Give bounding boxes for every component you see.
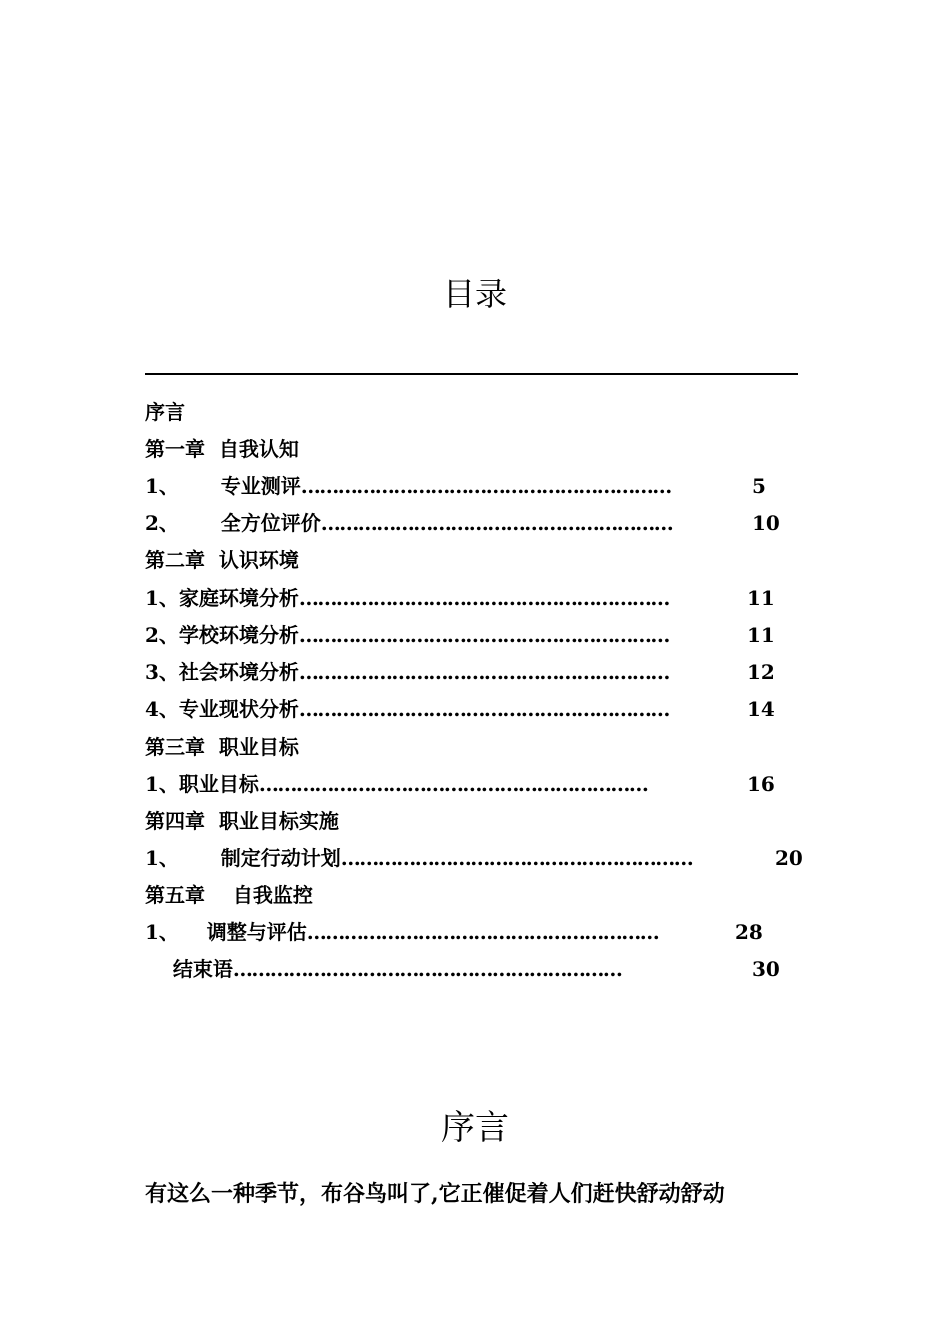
toc-entry-text: 2、学校环境分析 <box>145 623 299 647</box>
toc-page-number: 20 <box>775 846 803 870</box>
toc-leader: …………………………………………………… <box>298 586 669 610</box>
toc-entry-2-2[interactable] <box>145 620 775 650</box>
toc-entry-chapter-2[interactable] <box>145 545 299 575</box>
toc-leader: ………………………………………………… <box>320 511 673 535</box>
toc-leader: ……………………………………………………… <box>232 957 622 981</box>
toc-entry-conclusion[interactable] <box>145 954 780 984</box>
toc-entry-text: 第四章 职业目标实施 <box>145 809 339 833</box>
toc-page-number: 16 <box>747 772 775 796</box>
toc-page-number: 14 <box>747 697 775 721</box>
toc-page-number: 11 <box>747 586 775 610</box>
toc-entry-chapter-3[interactable] <box>145 732 299 762</box>
toc-entry-text: 2、 全方位评价 <box>145 511 321 535</box>
toc-page-number: 30 <box>752 957 780 981</box>
toc-leader: ………………………………………………… <box>340 846 693 870</box>
toc-entry-chapter-1[interactable] <box>145 434 299 464</box>
toc-entry-text: 序言 <box>145 400 185 424</box>
toc-page-number: 12 <box>747 660 775 684</box>
toc-entry-chapter-4[interactable] <box>145 806 339 836</box>
toc-entry-text: 结束语 <box>145 957 233 981</box>
toc-entry-5-1[interactable] <box>145 917 763 947</box>
toc-leader: ……………………………………………………… <box>258 772 648 796</box>
toc-entry-text: 1、家庭环境分析 <box>145 586 299 610</box>
toc-page-number: 11 <box>747 623 775 647</box>
preface-paragraph: 有这么一种季节，布谷鸟叫了,它正催促着人们赶快舒动舒动 <box>145 1181 725 1207</box>
toc-title: 目录 <box>442 275 507 313</box>
toc-entry-text: 4、专业现状分析 <box>145 697 299 721</box>
toc-page-number: 28 <box>735 920 763 944</box>
toc-entry-text: 1、 专业测评 <box>145 474 301 498</box>
toc-leader: ………………………………………………… <box>306 920 659 944</box>
toc-entry-text: 3、社会环境分析 <box>145 660 299 684</box>
toc-entry-text: 1、职业目标 <box>145 772 259 796</box>
toc-entry-text: 1、 调整与评估 <box>145 920 307 944</box>
toc-entry-1-1[interactable] <box>145 471 766 501</box>
toc-entry-text: 第五章 自我监控 <box>145 883 313 907</box>
toc-entry-3-1[interactable] <box>145 769 775 799</box>
toc-entry-text: 第三章 职业目标 <box>145 735 299 759</box>
toc-page-number: 10 <box>752 511 780 535</box>
toc-page-number: 5 <box>752 474 766 498</box>
toc-entry-2-3[interactable] <box>145 657 775 687</box>
toc-entry-preface[interactable] <box>145 397 185 427</box>
toc-leader: …………………………………………………… <box>300 474 671 498</box>
toc-entry-2-1[interactable] <box>145 583 775 613</box>
toc-entry-2-4[interactable] <box>145 694 775 724</box>
toc-entry-4-1[interactable] <box>145 843 803 873</box>
toc-entry-1-2[interactable] <box>145 508 780 538</box>
toc-entry-text: 第一章 自我认知 <box>145 437 299 461</box>
toc-leader: …………………………………………………… <box>298 697 669 721</box>
toc-divider <box>145 373 798 375</box>
toc-entry-chapter-5[interactable] <box>145 880 313 910</box>
preface-title: 序言 <box>441 1108 509 1148</box>
toc-entry-text: 第二章 认识环境 <box>145 548 299 572</box>
toc-entry-text: 1、 制定行动计划 <box>145 846 341 870</box>
toc-leader: …………………………………………………… <box>298 623 669 647</box>
toc-leader: …………………………………………………… <box>298 660 669 684</box>
